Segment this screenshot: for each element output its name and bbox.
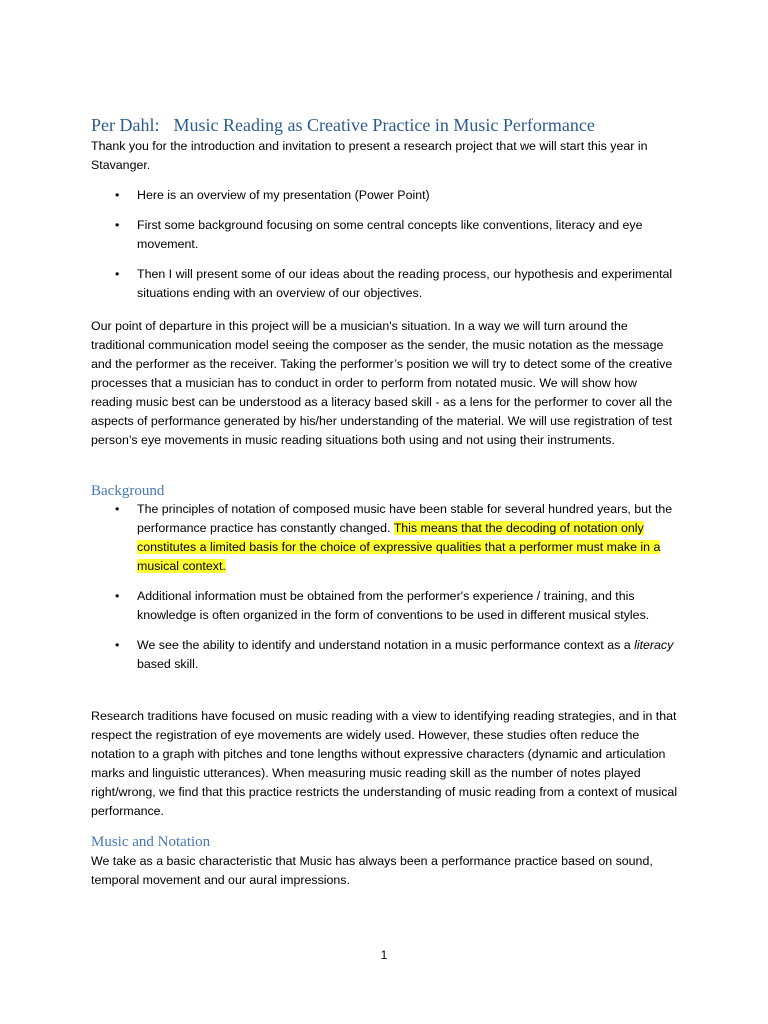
bullet-icon: • [115,267,120,281]
intro-paragraph: Thank you for the introduction and invitation to present a research project that we will start this year in Stavanger. [91,139,648,172]
bullet-text: Here is an overview of my presentation (Power Point) [137,188,430,202]
bullet-text: based skill. [137,657,199,671]
background-heading: Background [91,483,165,499]
bullet-icon: • [115,218,120,232]
bullet-icon: • [115,638,120,652]
list-item [91,636,681,674]
page-number: 1 [380,948,388,962]
italic-term: literacy [634,638,674,652]
bullet-icon: • [115,589,120,603]
list-item [91,186,681,205]
bullet-icon: • [115,502,120,516]
intro-bullet-list [91,186,681,314]
document-page [91,0,681,1024]
highlighted-text: This means that the decoding of notation only constitutes a limited basis for the choice of expressive qualities that a performer must make in a musical context. [137,521,661,573]
research-paragraph: Research traditions have focused on music reading with a view to identifying reading strategies, and in that respect the registration of eye movements are widely used. However, these studies often reduce the notation to a graph with pitches and tone lengths without expressive characters (dynamic and articulation marks and linguistic utterances). When measuring music reading skill as the number of notes played right/wrong, we find that this practice restricts the understanding of music reading from a context of musical performance. [91,709,678,818]
bullet-text: Additional information must be obtained from the performer's experience / training, and this knowledge is often organized in the form of conventions to be used in different musical styles. [137,589,650,622]
music-notation-heading: Music and Notation [91,834,211,850]
title-author: Per Dahl: [91,115,160,135]
music-notation-paragraph: We take as a basic characteristic that Music has always been a performance practice based on sound, temporal movement and our aural impressions. [91,854,653,887]
bullet-text: We see the ability to identify and understand notation in a music performance context as a [137,638,635,652]
bullet-icon: • [115,188,120,202]
list-item [91,587,681,625]
bullet-text: First some background focusing on some central concepts like conventions, literacy and eye movement. [137,218,643,251]
list-item [91,265,681,303]
document-title [91,113,595,137]
title-main: Music Reading as Creative Practice in Music Performance [173,115,595,135]
background-bullet-list [91,500,681,685]
list-item [91,500,681,576]
list-item [91,216,681,254]
bullet-text: Then I will present some of our ideas about the reading process, our hypothesis and experimental situations ending with an overview of our objectives. [137,267,673,300]
departure-paragraph: Our point of departure in this project will be a musician's situation. In a way we will turn around the traditional communication model seeing the composer as the sender, the music notation as the message and the performer as the receiver. Taking the performer’s position we will try to detect some of the creative processes that a musician has to conduct in order to perform from notated music. We will show how reading music best can be understood as a literacy based skill - as a lens for the performer to cover all the aspects of performance generated by his/her understanding of the material. We will use registration of test person’s eye movements in music reading situations both using and not using their instruments. [91,319,673,447]
bullet-text: The principles of notation of composed music have been stable for several hundred years, but the performance practice has constantly changed. [137,502,673,535]
